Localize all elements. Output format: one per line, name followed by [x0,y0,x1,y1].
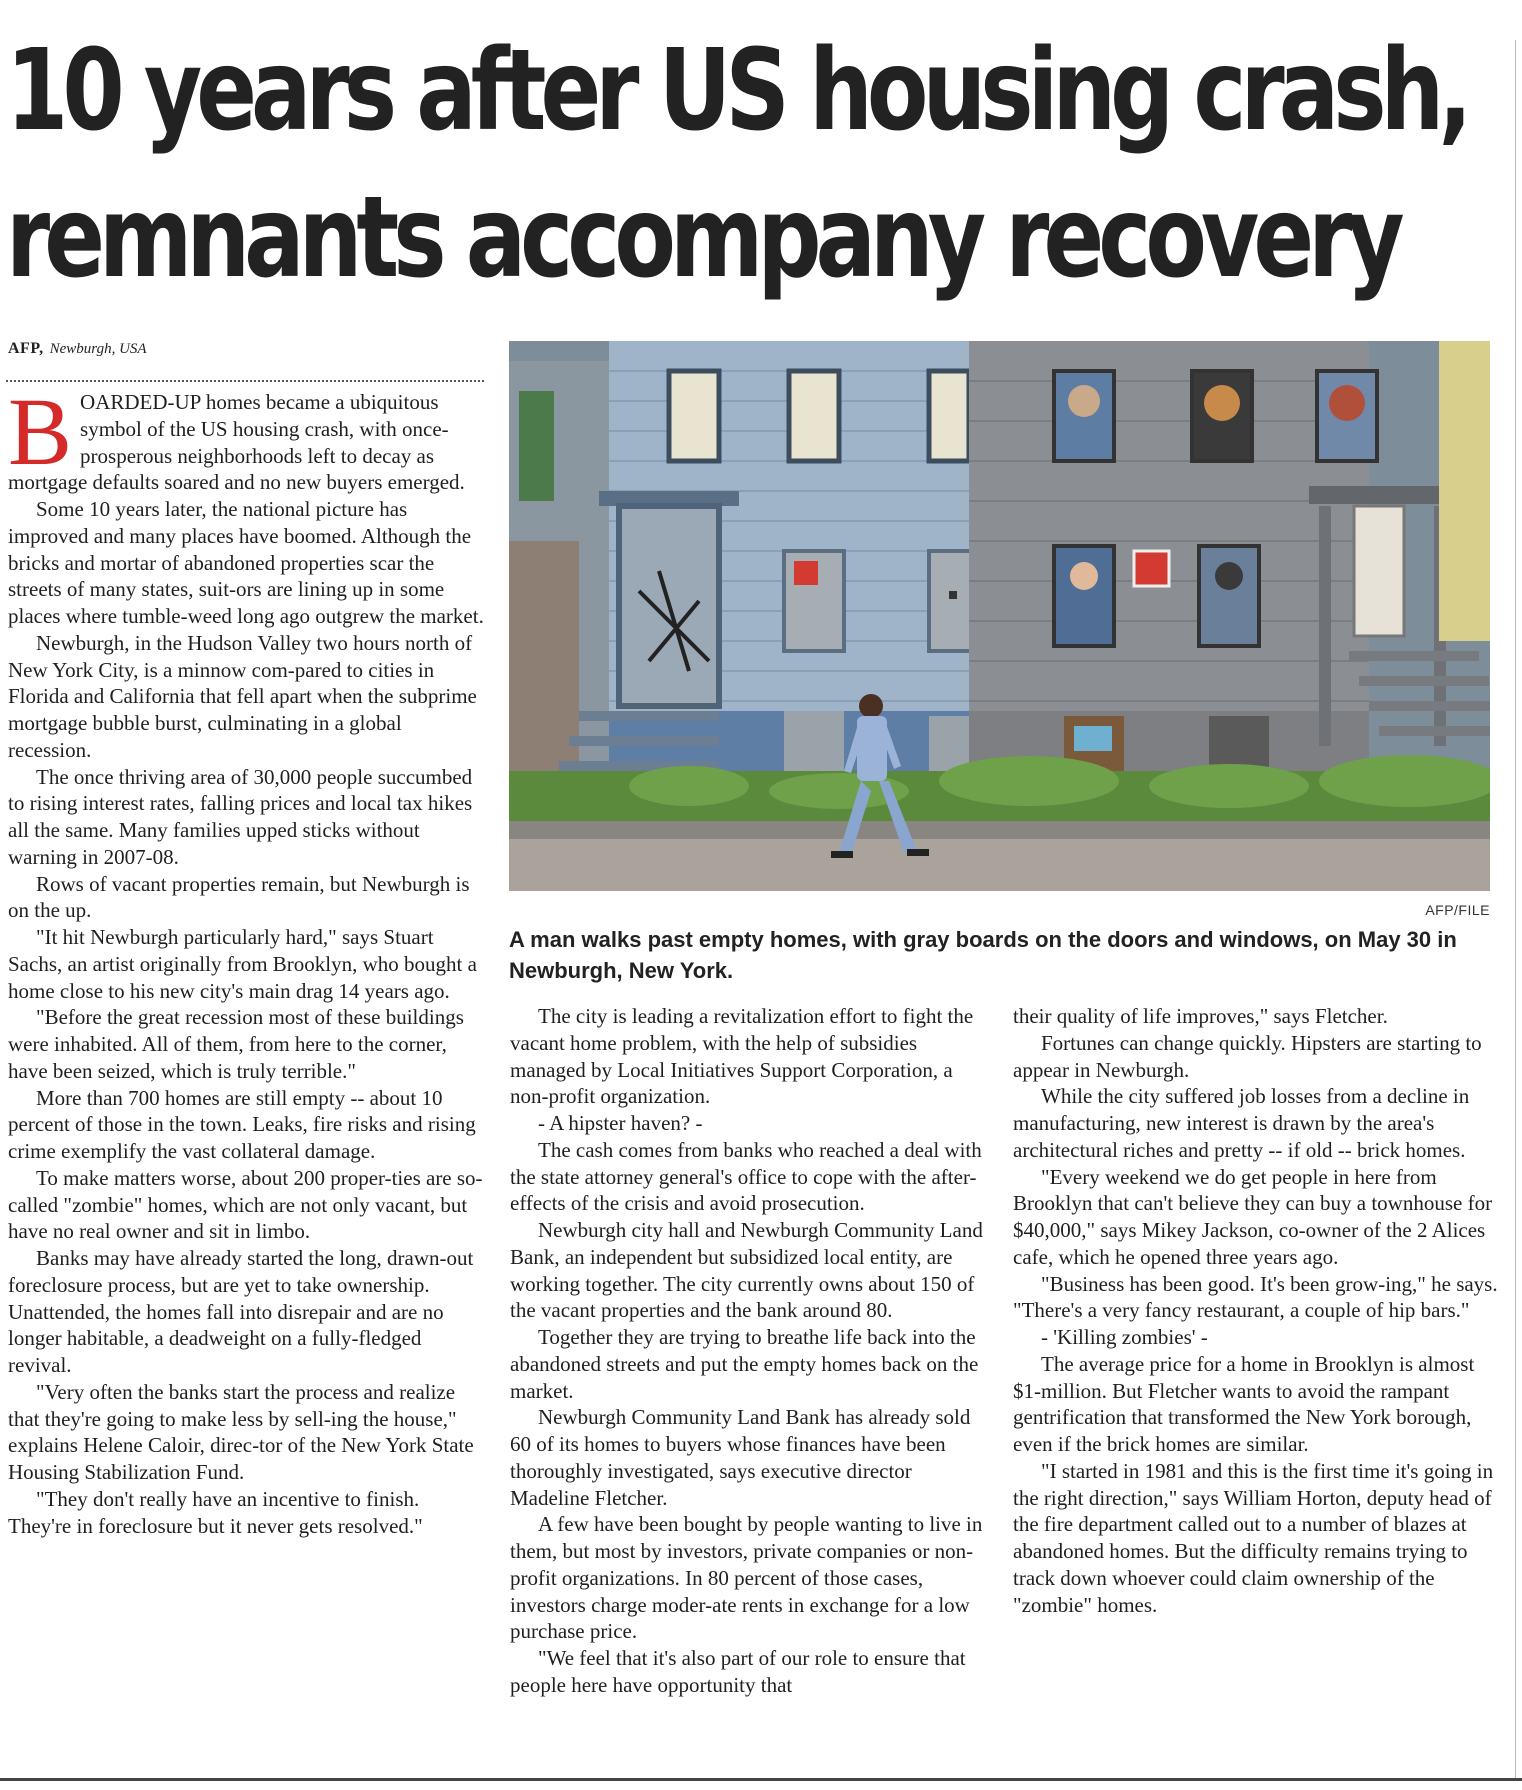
paragraph: "It hit Newburgh particularly hard," says Stuart Sachs, an artist originally from Brooklyn, who bought a home close to his new city's main drag 14 years ago. [8,925,477,1003]
bottom-rule [0,1778,1522,1781]
paragraph: The city is leading a revitalization effort to fight the vacant home problem, with the help of subsidies managed by Local Initiatives Support Corporation, a non-profit organization. [510,1004,974,1109]
paragraph: The once thriving area of 30,000 people succumbed to rising interest rates, falling prices and local tax hikes all the same. Many families upped sticks without warning in 2007-08. [8,764,473,869]
article-column-2 [510,1003,990,1699]
paragraph: Banks may have already started the long, drawn-out foreclosure process, but are yet to take ownership. Unattended, the homes fall into disrepair and are no longer habitable, a deadweight on a fully-fledged revival. [8,1246,474,1377]
byline-agency: AFP, [8,340,44,357]
paragraph: A few have been bought by people wanting to live in them, but most by investors, private companies or non-profit organizations. In 80 percent of those cases, investors charge moder-ate rents in exchange for a low purchase price. [510,1512,983,1644]
byline [8,340,147,358]
paragraph: Together they are trying to breathe life back into the abandoned streets and put the empty homes back on the market. [510,1325,979,1403]
article-column-3 [1013,1003,1498,1618]
dotted-divider [6,380,484,382]
headline-line-2: remnants accompany recovery [6,173,1399,303]
paragraph: Some 10 years later, the national picture has improved and many places have boomed. Although the bricks and mortar of abandoned properties scar the streets of many states, suit-ors are lining up in some places where tumble-weed long ago outgrew the market. [8,497,484,628]
headline-line-1: 10 years after US housing crash, [6,26,1467,156]
headline [6,18,1467,312]
paragraph: To make matters worse, about 200 proper-ties are so-called "zombie" homes, which are not only vacant, but have no real owner and sit in limbo. [8,1165,483,1244]
right-edge-rule [1515,40,1516,1780]
paragraph: The cash comes from banks who reached a deal with the state attorney general's office to cope with the after-effects of the crisis and avoid prosecution. [510,1137,982,1216]
photo-caption: A man walks past empty homes, with gray boards on the doors and windows, on May 30 in Newburgh, New York. [509,927,1457,983]
paragraph: "Before the great recession most of these buildings were inhabited. All of them, from here to the corner, have been seized, which is truly terrible." [8,1005,464,1083]
paragraph: Newburgh city hall and Newburgh Community Land Bank, an independent but subsidized local entity, are working together. The city currently owns about 150 of the vacant properties and the bank around 80. [510,1218,983,1323]
paragraph-continued: their quality of life improves," says Fletcher. [1013,1004,1388,1028]
paragraph: While the city suffered job losses from a decline in manufacturing, new interest is drawn by the area's architectural riches and pretty -- if old -- brick homes. [1013,1084,1470,1162]
subhead: - A hipster haven? - [538,1111,703,1135]
article-column-1 [8,378,486,1539]
news-photo [509,341,1490,891]
paragraph: "We feel that it's also part of our role to ensure that people here have opportunity that [510,1646,966,1697]
paragraph: "I started in 1981 and this is the first time it's going in the right direction," says William Horton, deputy head of the fire department called out to a number of blazes at abandoned homes. But the difficulty remains trying to track down whoever could claim ownership of the "zombie" homes. [1013,1458,1494,1617]
photo-credit: AFP/FILE [1425,902,1490,918]
paragraph: Fortunes can change quickly. Hipsters are starting to appear in Newburgh. [1013,1030,1482,1082]
paragraph: Newburgh Community Land Bank has already sold 60 of its homes to buyers whose finances have been thoroughly investigated, says executive director Madeline Fletcher. [510,1405,971,1510]
drop-cap: B [8,378,73,485]
subhead: - 'Killing zombies' - [1041,1325,1208,1349]
paragraph: "They don't really have an incentive to finish. They're in foreclosure but it never gets resolved." [8,1486,423,1538]
byline-location: Newburgh, USA [49,341,147,357]
paragraph: Rows of vacant properties remain, but Newburgh is on the up. [8,871,470,923]
paragraph: The average price for a home in Brooklyn is almost $1-million. But Fletcher wants to avoid the rampant gentrification that transformed the New York borough, even if the brick homes are similar. [1013,1351,1475,1456]
paragraph [8,378,486,496]
paragraph: "Very often the banks start the process and realize that they're going to make less by sell-ing the house," explains Helene Caloir, direc-tor of the New York State Housing Stabilization Fund. [8,1379,474,1484]
paragraph: "Business has been good. It's been grow-ing," he says. "There's a very fancy restaurant, a couple of hip bars." [1013,1271,1498,1323]
paragraph: More than 700 homes are still empty -- about 10 percent of those in the town. Leaks, fire risks and rising crime exemplify the vast collateral damage. [8,1085,476,1163]
paragraph: Newburgh, in the Hudson Valley two hours north of New York City, is a minnow com-pared to cities in Florida and California that fell apart when the subprime mortgage bubble burst, culminating in a global recession. [8,630,477,762]
paragraph: "Every weekend we do get people in here from Brooklyn that can't believe they can buy a townhouse for $40,000," says Mikey Jackson, co-owner of the 2 Alices cafe, which he opened three years ago. [1013,1164,1493,1269]
paragraph-text: OARDED-UP homes became a ubiquitous symbol of the US housing crash, with once-prosperous neighborhoods left to decay as mortgage defaults soared and no new buyers emerged. [8,390,465,495]
